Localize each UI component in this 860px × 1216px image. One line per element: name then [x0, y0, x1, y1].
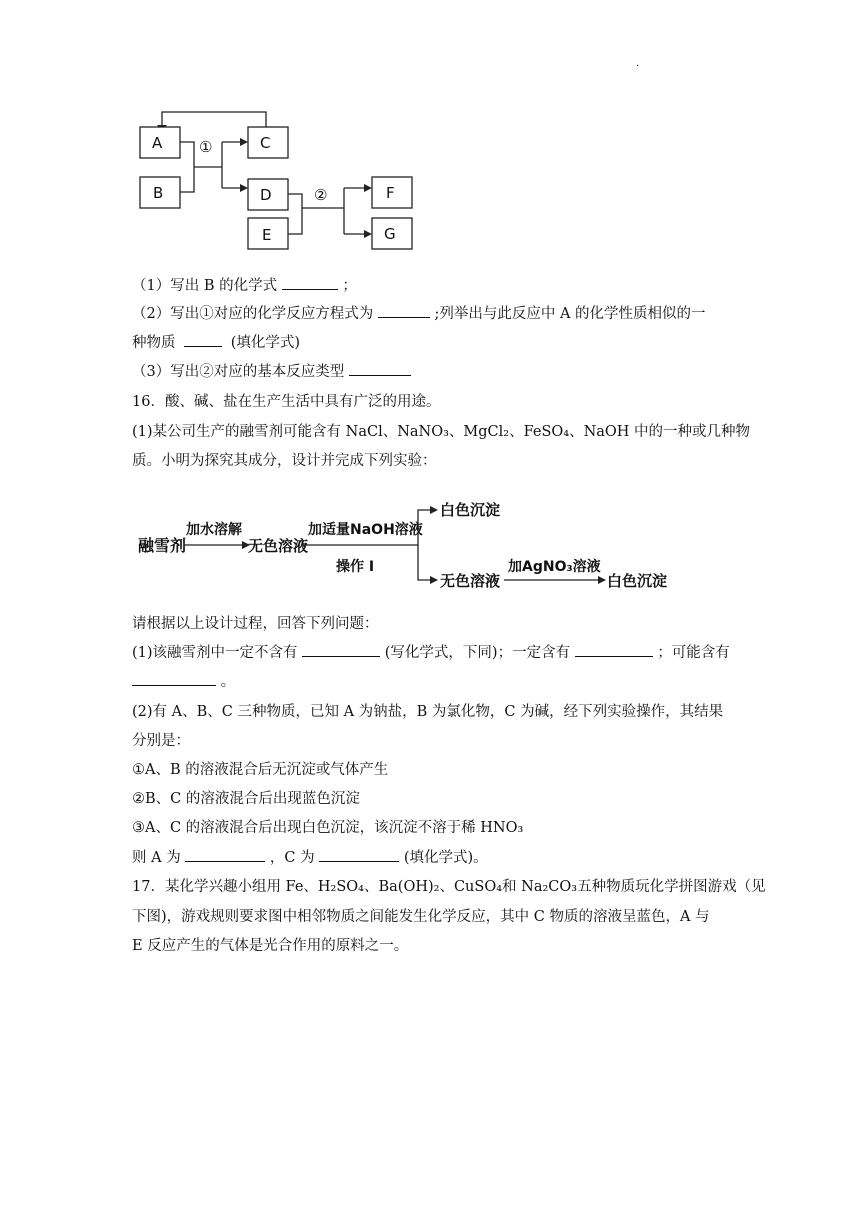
flow-step3: 加AgNO₃溶液: [508, 559, 601, 575]
q16-line11: [132, 846, 488, 867]
q16-line4: [132, 641, 730, 662]
q16-line7: 分别是：: [132, 733, 190, 749]
q16-line11-text-c: (填化学式)。: [403, 850, 488, 866]
step1-marker: ①: [199, 138, 213, 156]
answer-blank[interactable]: [575, 642, 653, 657]
flow-arrowhead-up: [430, 506, 438, 514]
q17-line3: E 反应产生的气体是光合作用的原料之一。: [132, 938, 409, 954]
flow-up: 白色沉淀: [440, 501, 501, 519]
node-f-label: F: [386, 184, 395, 202]
q16-line1: (1)某公司生产的融雪剂可能含有 NaCl、NaNO₃、MgCl₂、FeSO₄、NaOH 中的一种或几种物: [132, 424, 751, 440]
q15-part1-end: ；: [342, 278, 357, 294]
q15-part2-text: （2）写出①对应的化学反应方程式为: [132, 306, 374, 322]
q16-line10: ③A、C 的溶液混合后出现白色沉淀，该沉淀不溶于稀 HNO₃: [132, 820, 524, 836]
node-a-label: A: [152, 134, 163, 152]
q16-line4-text: (1)该融雪剂中一定不含有: [132, 645, 298, 661]
flow-op: 操作 I: [336, 559, 375, 575]
node-c-label: C: [260, 134, 271, 152]
q15-part3-text: （3）写出②对应的基本反应类型: [132, 364, 345, 380]
q17-line2: 下图)，游戏规则要求图中相邻物质之间能发生化学反应，其中 C 物质的溶液呈蓝色，A 与: [132, 909, 710, 925]
flow-step1: 加水溶解: [186, 522, 242, 538]
q16-line11-text: 则 A 为: [132, 850, 181, 866]
answer-blank[interactable]: [302, 642, 380, 657]
header-mark: .: [636, 58, 640, 69]
q16-line8: ①A、B 的溶液混合后无沉淀或气体产生: [132, 762, 389, 778]
q15-part2-text-c: 种物质: [132, 335, 176, 351]
flow-down: 无色溶液: [440, 572, 501, 590]
flow-arrowhead3: [598, 576, 606, 584]
q16-line6: (2)有 A、B、C 三种物质，已知 A 为钠盐，B 为氯化物，C 为碱，经下列实验操作，其结果: [132, 704, 724, 720]
q16-line4-text-c: ；可能含有: [657, 645, 730, 661]
q15-part2-text-d: (填化学式): [230, 335, 301, 351]
flow-arrowhead-down: [430, 576, 438, 584]
flow-branch-down: [418, 545, 432, 580]
flow-end: 白色沉淀: [607, 572, 668, 590]
flow-start: 融雪剂: [138, 536, 187, 555]
answer-blank[interactable]: [319, 847, 399, 862]
flow-mid: 无色溶液: [248, 537, 309, 555]
q17-line1: 17．某化学兴趣小组用 Fe、H₂SO₄、Ba(OH)₂、CuSO₄和 Na₂CO₃五种物质玩化学拼图游戏（见: [132, 879, 766, 895]
q16-line4-text-b: (写化学式，下同)；一定含有: [384, 645, 571, 661]
step2-marker: ②: [314, 186, 328, 204]
node-g-label: G: [384, 225, 396, 243]
node-b-label: B: [153, 184, 164, 202]
node-d-label: D: [260, 186, 272, 204]
flow-step2: 加适量NaOH溶液: [308, 522, 423, 538]
q16-title: 16．酸、碱、盐在生产生活中具有广泛的用途。: [132, 394, 441, 410]
q16-line9: ②B、C 的溶液混合后出现蓝色沉淀: [132, 791, 360, 807]
node-e-label: E: [262, 226, 272, 244]
q15-part2-text-b: ;列举出与此反应中 A 的化学性质相似的一: [434, 306, 706, 322]
answer-blank[interactable]: [185, 847, 265, 862]
q16-line5: [132, 670, 235, 691]
answer-blank[interactable]: [132, 671, 216, 686]
q16-line2: 质。小明为探究其成分，设计并完成下列实验：: [132, 453, 437, 469]
q16-line5-end: 。: [220, 674, 236, 690]
q16-line3: 请根据以上设计过程，回答下列问题：: [132, 616, 379, 632]
q16-line11-text-b: ，C 为: [269, 850, 315, 866]
q15-part1-text: （1）写出 B 的化学式: [132, 278, 278, 294]
